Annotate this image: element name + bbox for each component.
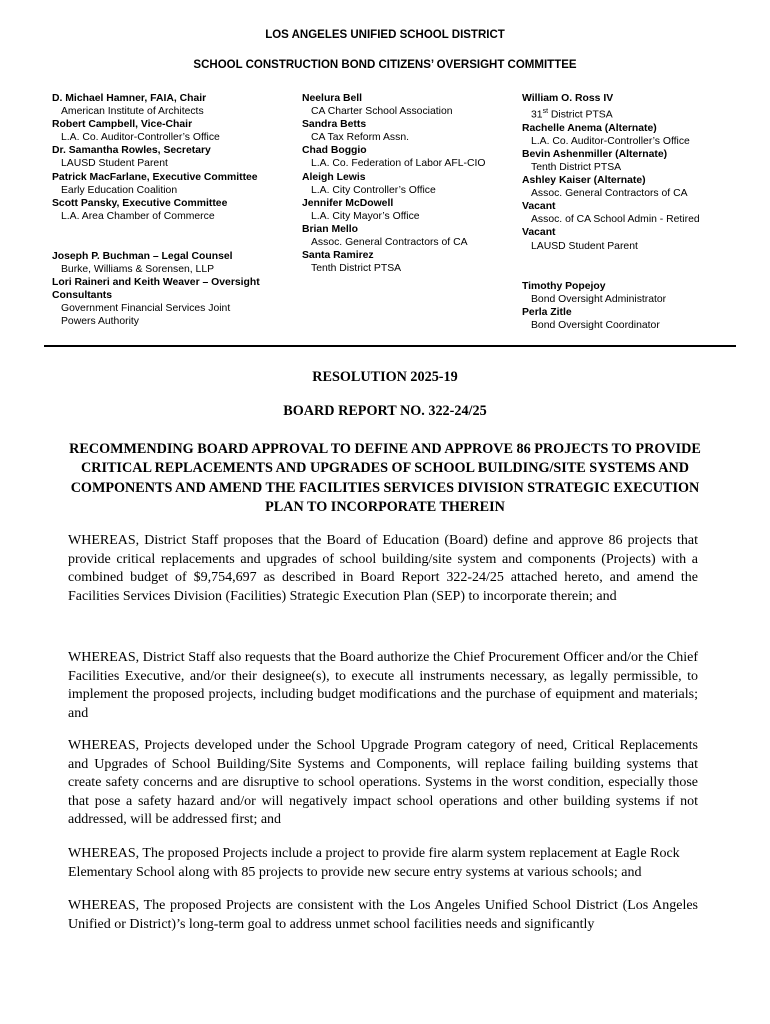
member-name: Rachelle Anema (Alternate) xyxy=(522,122,657,134)
member-role: L.A. Area Chamber of Commerce xyxy=(61,210,215,222)
whereas-paragraph: WHEREAS, Projects developed under the School Upgrade Program category of need, Critical Replacements and Upgrades of School Building/Site Systems and Components, will replace failing building systems that create safety concerns and are disruptive to school operations. Systems in the worst condition, especially those that pose a safety hazard and/or will negatively impact school operations and other building systems if not addressed, will be addressed first; and xyxy=(68,738,698,828)
member-name: Vacant xyxy=(522,227,556,239)
member-role: CA Charter School Association xyxy=(311,106,453,118)
member-name: Joseph P. Buchman – Legal Counsel xyxy=(52,250,233,262)
members-column-2 xyxy=(302,92,512,275)
member-role: American Institute of Architects xyxy=(61,106,204,118)
member-name: Sandra Betts xyxy=(302,119,367,131)
member-name: Robert Campbell, Vice-Chair xyxy=(52,119,193,131)
member-role: L.A. City Mayor’s Office xyxy=(311,210,420,222)
member-role xyxy=(522,105,747,122)
member-name: Ashley Kaiser (Alternate) xyxy=(522,175,646,187)
whereas-paragraph: WHEREAS, The proposed Projects are consistent with the Los Angeles Unified School District (Los Angeles Unified or District)’s long-term goal to address unmet school facilities needs and significantly xyxy=(68,898,698,932)
board-report-number: BOARD REPORT NO. 322-24/25 xyxy=(283,403,487,419)
member-role: Bond Oversight Administrator xyxy=(531,293,667,305)
whereas-paragraph: WHEREAS, District Staff also requests that the Board authorize the Chief Procurement Officer and/or the Chief Facilities Executive, and/or their designee(s), to execute all instruments necessary, as legally permissible, to implement the proposed projects, including budget modifications and the purchase of equipment and materials; and xyxy=(68,650,698,721)
member-role: Government Financial Services Joint Powers Authority xyxy=(61,303,231,328)
whereas-paragraph: WHEREAS, District Staff proposes that the Board of Education (Board) define and approve 86 projects that provide critical replacements and upgrades of school building/site system and components (Projects) with a combined budget of $9,754,697 as described in Board Report 322-24/25 attached hereto, and amend the Facilities Services Division (Facilities) Strategic Execution Plan (SEP) to incorporate therein; and xyxy=(68,533,698,604)
member-name: Timothy Popejoy xyxy=(522,280,606,292)
member-role: Bond Oversight Coordinator xyxy=(531,319,660,331)
member-role: LAUSD Student Parent xyxy=(61,158,168,170)
member-name: D. Michael Hamner, FAIA, Chair xyxy=(52,93,207,104)
member-role: LAUSD Student Parent xyxy=(531,240,638,252)
district-number: 31 xyxy=(531,109,543,121)
ordinal-suffix: st xyxy=(542,108,549,116)
member-role: L.A. City Controller’s Office xyxy=(311,184,436,196)
member-name: Scott Pansky, Executive Committee xyxy=(52,197,228,209)
member-role-rest: District PTSA xyxy=(548,109,613,121)
member-name: Perla Zitle xyxy=(522,306,572,318)
member-name: Aleigh Lewis xyxy=(302,171,366,183)
member-role: Assoc. of CA School Admin - Retired xyxy=(531,214,700,226)
member-role: Assoc. General Contractors of CA xyxy=(531,188,688,200)
member-role: Burke, Williams & Sorensen, LLP xyxy=(61,264,215,276)
member-name: Neelura Bell xyxy=(302,93,363,104)
members-column-1 xyxy=(52,92,292,329)
members-column-3 xyxy=(522,92,747,332)
member-role: Tenth District PTSA xyxy=(531,161,622,173)
member-role: Assoc. General Contractors of CA xyxy=(311,237,468,249)
member-role: L.A. Co. Auditor-Controller’s Office xyxy=(531,135,690,147)
recommendation-heading: RECOMMENDING BOARD APPROVAL TO DEFINE AND APPROVE 86 PROJECTS TO PROVIDE CRITICAL REPLACEMENTS AND UPGRADES OF SCHOOL BUILDING/SITE SYSTEMS AND COMPONENTS AND AMEND THE FACILITIES SERVICES DIVISION STRATEGIC EXECUTION PLAN TO INCORPORATE THEREIN xyxy=(69,441,701,516)
member-name: Dr. Samantha Rowles, Secretary xyxy=(52,145,211,157)
member-role: Early Education Coalition xyxy=(61,184,178,196)
member-name: William O. Ross IV xyxy=(522,93,614,104)
organization-heading: LOS ANGELES UNIFIED SCHOOL DISTRICT xyxy=(265,29,505,41)
member-name: Lori Raineri and Keith Weaver – Oversight Consultants xyxy=(52,277,260,302)
whereas-paragraph: WHEREAS, The proposed Projects include a project to provide fire alarm system replacement at Eagle Rock Elementary School along with 85 projects to provide new secure entry systems at various schools; and xyxy=(68,846,680,880)
resolution-title: RESOLUTION 2025-19 xyxy=(312,369,458,385)
member-role: L.A. Co. Federation of Labor AFL-CIO xyxy=(311,158,486,170)
member-name: Chad Boggio xyxy=(302,145,367,157)
member-name: Patrick MacFarlane, Executive Committee xyxy=(52,171,258,183)
member-name: Vacant xyxy=(522,201,556,213)
member-name: Brian Mello xyxy=(302,223,359,235)
member-role: CA Tax Reform Assn. xyxy=(311,132,409,144)
committee-heading: SCHOOL CONSTRUCTION BOND CITIZENS’ OVERSIGHT COMMITTEE xyxy=(193,59,577,71)
member-name: Santa Ramirez xyxy=(302,250,374,262)
member-name: Bevin Ashenmiller (Alternate) xyxy=(522,148,668,160)
member-role: L.A. Co. Auditor-Controller’s Office xyxy=(61,132,220,144)
member-name: Jennifer McDowell xyxy=(302,197,394,209)
member-role: Tenth District PTSA xyxy=(311,263,402,275)
horizontal-divider xyxy=(44,345,736,347)
